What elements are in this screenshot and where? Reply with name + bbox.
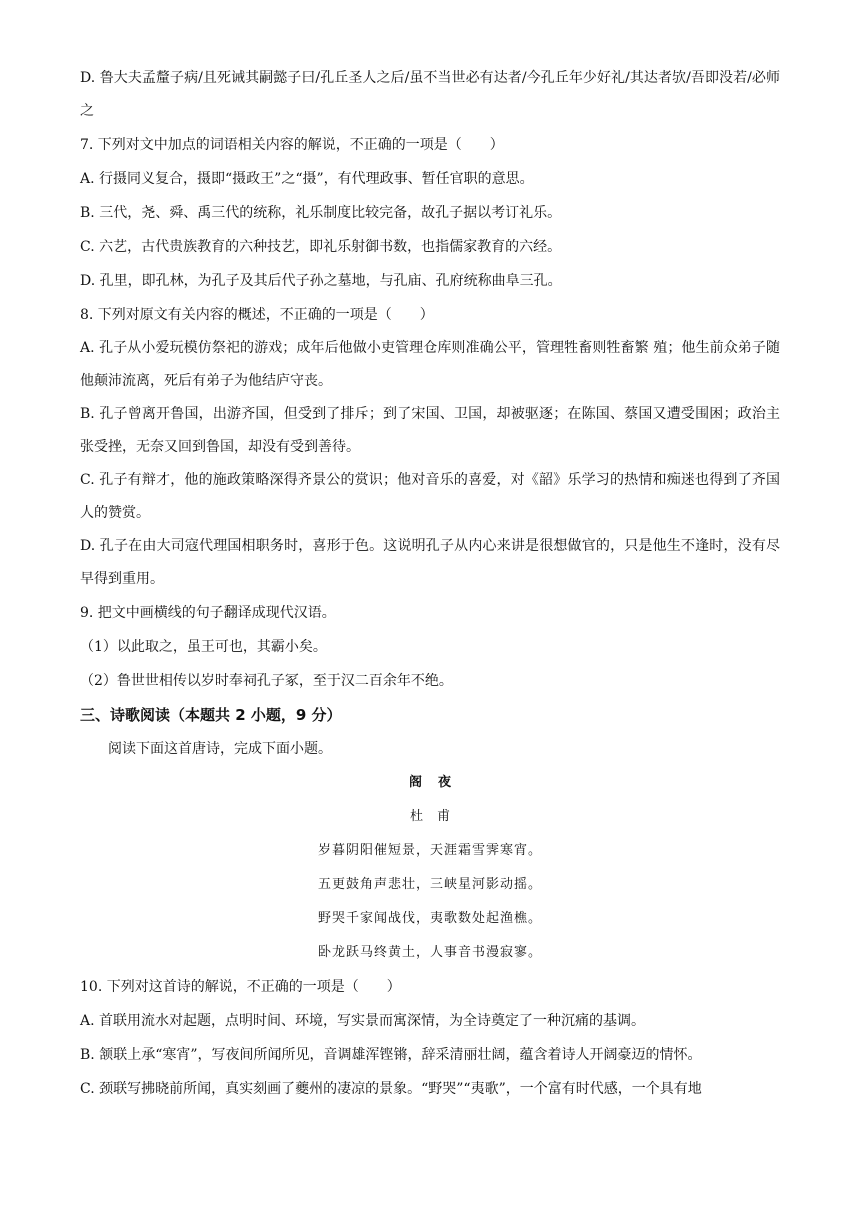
poem-title: 阁夜 bbox=[408, 775, 467, 790]
q10-stem: 10. 下列对这首诗的解说，不正确的一项是（ ） bbox=[80, 979, 401, 995]
q10-option-a: A. 首联用流水对起题，点明时间、环境，写实景而寓深情，为全诗奠定了一种沉痛的基调。 bbox=[80, 1013, 646, 1029]
q9-stem: 9. 把文中画横线的句子翻译成现代汉语。 bbox=[80, 605, 336, 621]
q9-item-1: （1）以此取之，虽王可也，其霸小矣。 bbox=[80, 639, 327, 655]
q8-stem: 8. 下列对原文有关内容的概述，不正确的一项是（ ） bbox=[80, 307, 434, 323]
q7-option-c: C. 六艺，古代贵族教育的六种技艺，即礼乐射御书数，也指儒家教育的六经。 bbox=[80, 239, 562, 255]
q7-option-b: B. 三代，尧、舜、禹三代的统称，礼乐制度比较完备，故孔子据以考订礼乐。 bbox=[80, 205, 562, 221]
q7-option-d: D. 孔里，即孔林，为孔子及其后代子孙之墓地，与孔庙、孔府统称曲阜三孔。 bbox=[80, 273, 562, 289]
q10-option-b: B. 颔联上承“寒宵”，写夜间所闻所见，音调雄浑铿锵，辞采清丽壮阔，蕴含着诗人开阔豪迈的情怀。 bbox=[80, 1047, 702, 1063]
poem-author: 杜甫 bbox=[409, 809, 464, 824]
poem-line-3: 野哭千家闻战伐，夷歌数处起渔樵。 bbox=[317, 911, 542, 926]
q7-stem: 7. 下列对文中加点的词语相关内容的解说，不正确的一项是（ ） bbox=[80, 137, 504, 153]
q7-option-a: A. 行摄同义复合，摄即“摄政王”之“摄”，有代理政事、暂任官职的意思。 bbox=[80, 171, 534, 187]
page-content bbox=[80, 62, 780, 1106]
q8-option-b: B. 孔子曾离开鲁国，出游齐国，但受到了排斥；到了宋国、卫国，却被驱逐；在陈国、蔡国又遭受围困；政治主张受挫，无奈又回到鲁国，却没有受到善待。 bbox=[80, 406, 780, 455]
q8-option-a: A. 孔子从小爱玩模仿祭祀的游戏；成年后他做小吏管理仓库则准确公平，管理牲畜则牲畜繁 殖；他生前众弟子随他颠沛流离，死后有弟子为他结庐守丧。 bbox=[80, 340, 780, 389]
poem-line-2: 五更鼓角声悲壮，三峡星河影动摇。 bbox=[317, 877, 542, 892]
q6-option-d: D. 鲁大夫孟釐子病/且死诫其嗣懿子曰/孔丘圣人之后/虽不当世必有达者/今孔丘年少好礼/其达者欤/吾即没若/必师之 bbox=[80, 70, 780, 119]
poem-line-4: 卧龙跃马终黄土，人事音书漫寂寥。 bbox=[317, 945, 542, 960]
q8-option-d: D. 孔子在由大司寇代理国相职务时，喜形于色。这说明孔子从内心来讲是很想做官的，只是他生不逢时，没有尽早得到重用。 bbox=[80, 538, 780, 587]
poem-block bbox=[80, 766, 780, 970]
q9-item-2: （2）鲁世世相传以岁时奉祠孔子冢，至于汉二百余年不绝。 bbox=[80, 673, 453, 689]
q8-option-c: C. 孔子有辩才，他的施政策略深得齐景公的赏识；他对音乐的喜爱，对《韶》乐学习的热情和痴迷也得到了齐国人的赞赏。 bbox=[80, 472, 780, 521]
section-heading: 三、诗歌阅读（本题共 2 小题，9 分） bbox=[80, 706, 342, 724]
reading-instruction: 阅读下面这首唐诗，完成下面小题。 bbox=[108, 741, 332, 757]
q10-option-c: C. 颈联写拂晓前所闻，真实刻画了夔州的凄凉的景象。“野哭”“夷歌”，一个富有时代感，一个具有地 bbox=[80, 1081, 702, 1097]
poem-line-1: 岁暮阴阳催短景，天涯霜雪霁寒宵。 bbox=[317, 843, 542, 858]
